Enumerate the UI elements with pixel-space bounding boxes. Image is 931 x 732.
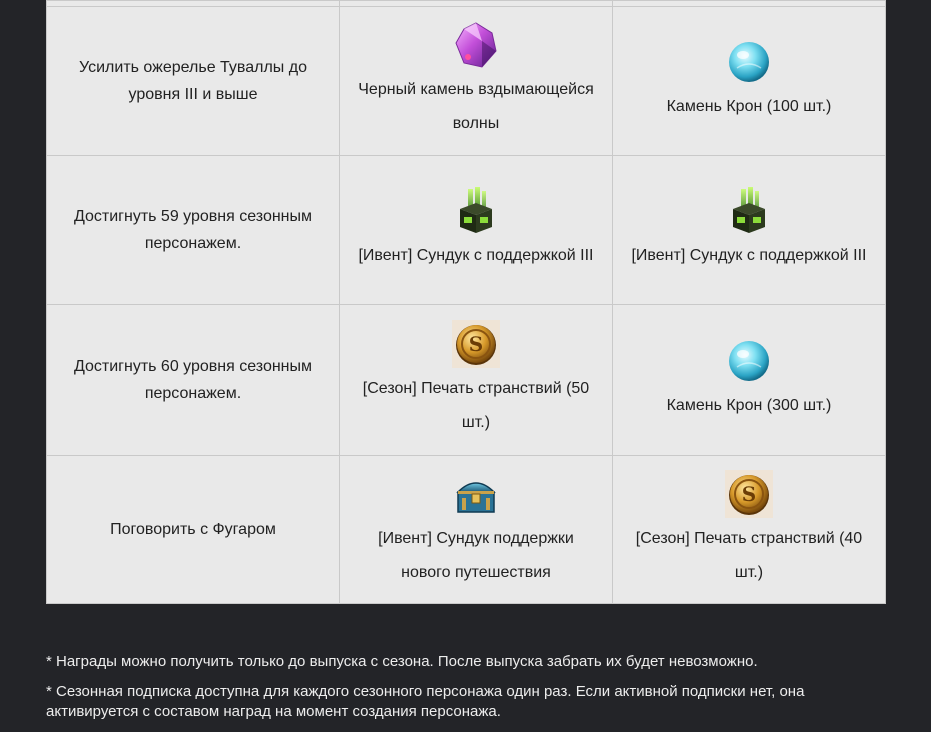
reward-label: [Ивент] Сундук поддержки нового путешествия <box>378 529 574 581</box>
cron-stone-icon <box>725 38 773 86</box>
reward-label: Камень Крон (300 шт.) <box>666 397 832 414</box>
reward-label: [Сезон] Печать странствий (40 шт.) <box>635 529 863 581</box>
cron-stone-icon <box>725 337 773 385</box>
reward-label: [Сезон] Печать странствий (50 шт.) <box>362 380 590 431</box>
table-row <box>47 7 886 156</box>
footnotes <box>46 652 836 732</box>
journey-seal-icon <box>725 470 773 518</box>
condition-cell <box>47 156 340 305</box>
reward-cell <box>613 7 886 156</box>
footnote: * Награды можно получить только до выпуска с сезона. После выпуска забрать их будет невозможно. <box>46 653 758 670</box>
rewards-table-container <box>46 0 885 604</box>
condition-text: Достигнуть 60 уровня сезонным персонажем. <box>73 358 313 402</box>
reward-label: [Ивент] Сундук с поддержкой III <box>631 247 867 264</box>
condition-text: Усилить ожерелье Туваллы до уровня III и выше <box>79 59 307 103</box>
condition-cell <box>47 456 340 604</box>
condition-text: Поговорить с Фугаром <box>110 521 276 538</box>
reward-label: Камень Крон (100 шт.) <box>666 98 832 115</box>
reward-cell <box>340 7 613 156</box>
rewards-table <box>46 0 886 604</box>
reward-cell <box>613 305 886 456</box>
reward-cell <box>340 156 613 305</box>
footnote: * Сезонная подписка доступна для каждого сезонного персонажа один раз. Если активной подписки нет, она активируется с составом наград на момент создания персонажа. <box>46 683 805 720</box>
reward-cell <box>613 456 886 604</box>
condition-cell <box>47 305 340 456</box>
table-row <box>47 156 886 305</box>
reward-cell <box>613 156 886 305</box>
svg-text:S: S <box>741 481 757 506</box>
treasure-chest-icon <box>452 470 500 518</box>
table-row <box>47 456 886 604</box>
reward-label: [Ивент] Сундук с поддержкой III <box>358 247 594 264</box>
support-box-icon <box>452 187 500 235</box>
table-row <box>47 305 886 456</box>
condition-text: Достигнуть 59 уровня сезонным персонажем. <box>73 208 313 252</box>
reward-cell <box>340 305 613 456</box>
black-stone-icon <box>452 21 500 69</box>
support-box-icon <box>725 187 773 235</box>
svg-text:S: S <box>468 332 484 356</box>
reward-cell <box>340 456 613 604</box>
reward-label: Черный камень вздымающейся волны <box>358 81 594 132</box>
journey-seal-icon <box>452 320 500 368</box>
condition-cell <box>47 7 340 156</box>
